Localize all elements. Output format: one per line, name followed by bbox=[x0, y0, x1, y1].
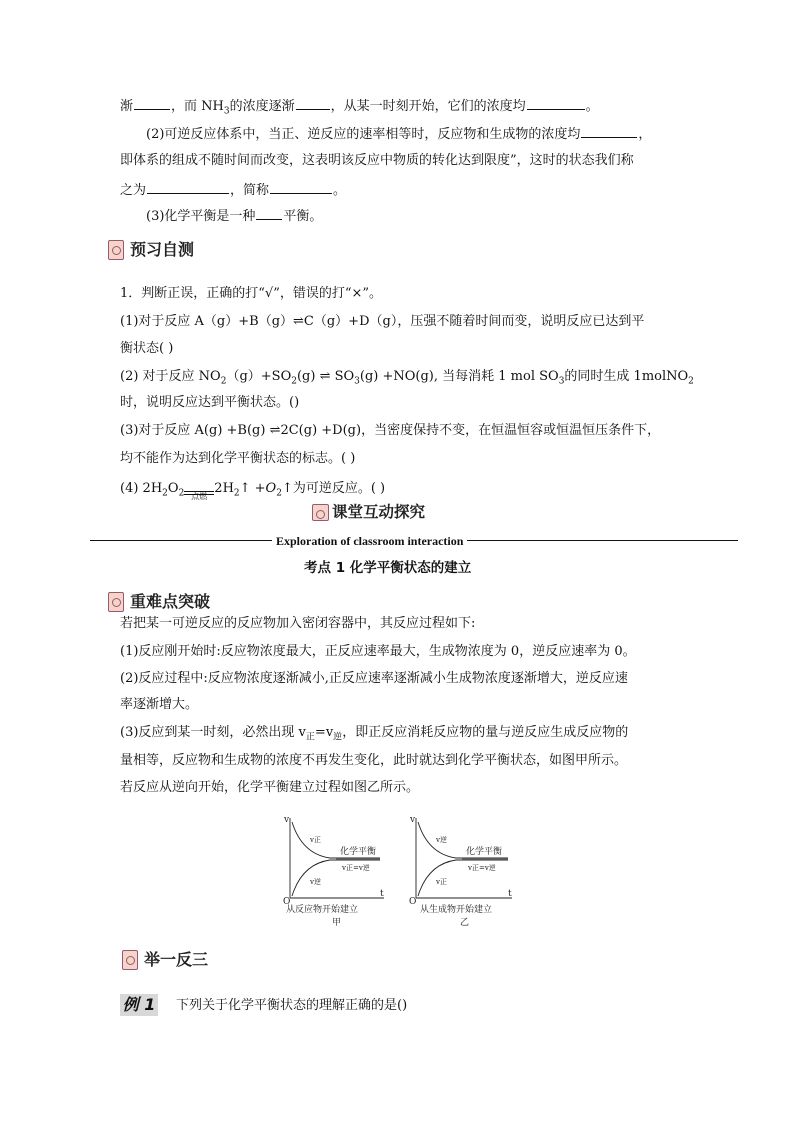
answer-blank[interactable] bbox=[527, 96, 585, 110]
kaodian-title: 考点 1 化学平衡状态的建立 bbox=[304, 560, 472, 576]
notebook-icon bbox=[122, 950, 138, 970]
banner-title: 课堂互动探究 bbox=[332, 503, 426, 521]
caption-left: 从反应物开始建立 bbox=[286, 905, 359, 915]
text: ，即正反应消耗反应物的量与逆反应生成反应物的 bbox=[342, 725, 629, 740]
diagram-right bbox=[409, 815, 512, 928]
text: (3)化学平衡是一种 bbox=[146, 209, 256, 224]
text: (g) +NO(g), 当每消耗 1 mol SO bbox=[359, 369, 559, 384]
text: O bbox=[167, 481, 179, 496]
subscript: 3 bbox=[223, 106, 230, 117]
answer-blank[interactable] bbox=[147, 180, 229, 194]
text: 的浓度逐渐 bbox=[229, 99, 295, 114]
subscript: 2 bbox=[276, 488, 282, 499]
answer-blank[interactable] bbox=[581, 124, 637, 138]
caption-right: 从生成物开始建立 bbox=[420, 905, 493, 915]
subscript: 2 bbox=[178, 488, 185, 499]
diagram-left bbox=[283, 815, 384, 928]
origin-label: O bbox=[283, 897, 291, 907]
quiz-q1-2-line2: 时，说明反应达到平衡状态。() bbox=[120, 395, 300, 410]
notebook-icon bbox=[312, 504, 329, 521]
text: ，而 NH bbox=[171, 99, 224, 114]
v-reverse-label: v逆 bbox=[436, 836, 447, 844]
text: (3)反应到某一时刻，必然出现 v bbox=[120, 725, 306, 740]
quiz-q1-1-line1: (1)对于反应 A（g）+B（g）⇌C（g）+D（g），压强不随着时间而变，说明反应已达到平 bbox=[120, 314, 645, 329]
subscript: 3 bbox=[354, 376, 360, 387]
v-forward-label: v正 bbox=[436, 878, 447, 886]
text: ，简称 bbox=[230, 183, 270, 198]
subscript: 正 bbox=[305, 732, 315, 743]
text: （g）+SO bbox=[226, 369, 292, 384]
subscript: 2 bbox=[688, 376, 694, 387]
text: 。 bbox=[333, 183, 347, 198]
text: ↑ +O bbox=[239, 481, 277, 496]
body-p2: (1)反应刚开始时:反应物浓度最大，正反应速率最大，生成物浓度为 0，逆反应速率为 0。 bbox=[120, 644, 636, 659]
subscript: 2 bbox=[291, 376, 297, 387]
body-p4-line1 bbox=[120, 724, 628, 742]
section-title-juyi: 举一反三 bbox=[144, 950, 209, 969]
balance-label: 化学平衡 bbox=[340, 847, 377, 857]
quiz-q1-2-line1 bbox=[120, 368, 694, 386]
intro-line-1 bbox=[120, 96, 599, 116]
text: (2)可逆反应体系中，当正、逆反应的速率相等时，反应物和生成物的浓度均 bbox=[146, 127, 581, 142]
subscript: 2 bbox=[162, 488, 168, 499]
quiz-q1-1-line2: 衡状态( ) bbox=[120, 341, 174, 356]
axis-v-label: v bbox=[410, 815, 416, 825]
answer-blank[interactable] bbox=[134, 96, 170, 110]
quiz-q1: 1．判断正误，正确的打“√”，错误的打“×”。 bbox=[120, 286, 383, 301]
section-title-yuxi: 预习自测 bbox=[130, 240, 195, 259]
equal-rate-label: v正=v逆 bbox=[468, 864, 496, 872]
banner-subtitle: Exploration of classroom interaction bbox=[272, 534, 467, 548]
body-p4-line2: 量相等，反应物和生成物的浓度不再发生变化，此时就达到化学平衡状态，如图甲所示。 bbox=[120, 753, 628, 768]
axis-v-label: v bbox=[284, 815, 290, 825]
text: ↑为可逆反应。( ) bbox=[281, 481, 386, 496]
quiz-q1-3-line1: (3)对于反应 A(g) +B(g) ⇌2C(g) +D(g)，当密度保持不变，在恒温恒容或恒温恒压条件下， bbox=[120, 423, 661, 438]
v-forward-label: v正 bbox=[310, 836, 321, 844]
v-reverse-label: v逆 bbox=[310, 878, 321, 886]
subscript: 3 bbox=[558, 376, 565, 387]
axis-t-label: t bbox=[380, 889, 384, 899]
example-badge: 例 1 bbox=[120, 994, 158, 1016]
answer-blank[interactable] bbox=[296, 96, 330, 110]
notebook-icon bbox=[108, 240, 124, 260]
text: (4) 2H bbox=[120, 481, 163, 496]
subscript: 2 bbox=[220, 376, 227, 387]
example-question: 下列关于化学平衡状态的理解正确的是() bbox=[176, 998, 408, 1013]
intro-line-5 bbox=[146, 206, 322, 226]
text: (2) 对于反应 NO bbox=[120, 369, 221, 384]
body-p3-line2: 率逐渐增大。 bbox=[120, 697, 199, 712]
subscript: 逆 bbox=[333, 732, 343, 743]
label-right: 乙 bbox=[460, 918, 470, 928]
equilibrium-figure bbox=[280, 812, 530, 932]
arrow-condition: 点燃 bbox=[191, 492, 208, 501]
text: ， bbox=[638, 127, 652, 142]
body-p3-line1: (2)反应过程中:反应物浓度逐渐减小,正反应速率逐渐减小生成物浓度逐渐增大，逆反应速 bbox=[120, 671, 628, 686]
answer-blank[interactable] bbox=[270, 180, 332, 194]
text: 之为 bbox=[120, 183, 147, 198]
text: ，从某一时刻开始，它们的浓度均 bbox=[330, 99, 526, 114]
text: (g) ⇌ SO bbox=[296, 369, 355, 384]
origin-label: O bbox=[409, 897, 417, 907]
body-p1: 若把某一可逆反应的反应物加入密闭容器中，其反应过程如下: bbox=[120, 616, 476, 631]
text: 渐 bbox=[120, 99, 134, 114]
label-left: 甲 bbox=[332, 918, 342, 928]
intro-line-2 bbox=[146, 124, 651, 144]
text: 平衡。 bbox=[283, 209, 323, 224]
text: =v bbox=[314, 725, 334, 740]
quiz-q1-4 bbox=[120, 480, 386, 501]
text: 。 bbox=[585, 99, 599, 114]
text: 2H bbox=[214, 481, 234, 496]
section-title-zhongnan: 重难点突破 bbox=[130, 592, 211, 611]
intro-line-3: 即体系的组成不随时间而改变，这表明该反应中物质的转化达到限度”，这时的状态我们称 bbox=[120, 153, 634, 168]
intro-line-4 bbox=[120, 180, 346, 200]
reaction-arrow bbox=[184, 480, 214, 501]
equal-rate-label: v正=v逆 bbox=[342, 864, 370, 872]
answer-blank[interactable] bbox=[256, 206, 282, 220]
body-p5: 若反应从逆向开始，化学平衡建立过程如图乙所示。 bbox=[120, 780, 420, 795]
quiz-q1-3-line2: 均不能作为达到化学平衡状态的标志。( ) bbox=[120, 451, 356, 466]
subscript: 2 bbox=[233, 488, 240, 499]
text: 的同时生成 1molNO bbox=[564, 369, 689, 384]
axis-t-label: t bbox=[508, 889, 512, 899]
balance-label: 化学平衡 bbox=[466, 847, 503, 857]
notebook-icon bbox=[108, 592, 124, 612]
